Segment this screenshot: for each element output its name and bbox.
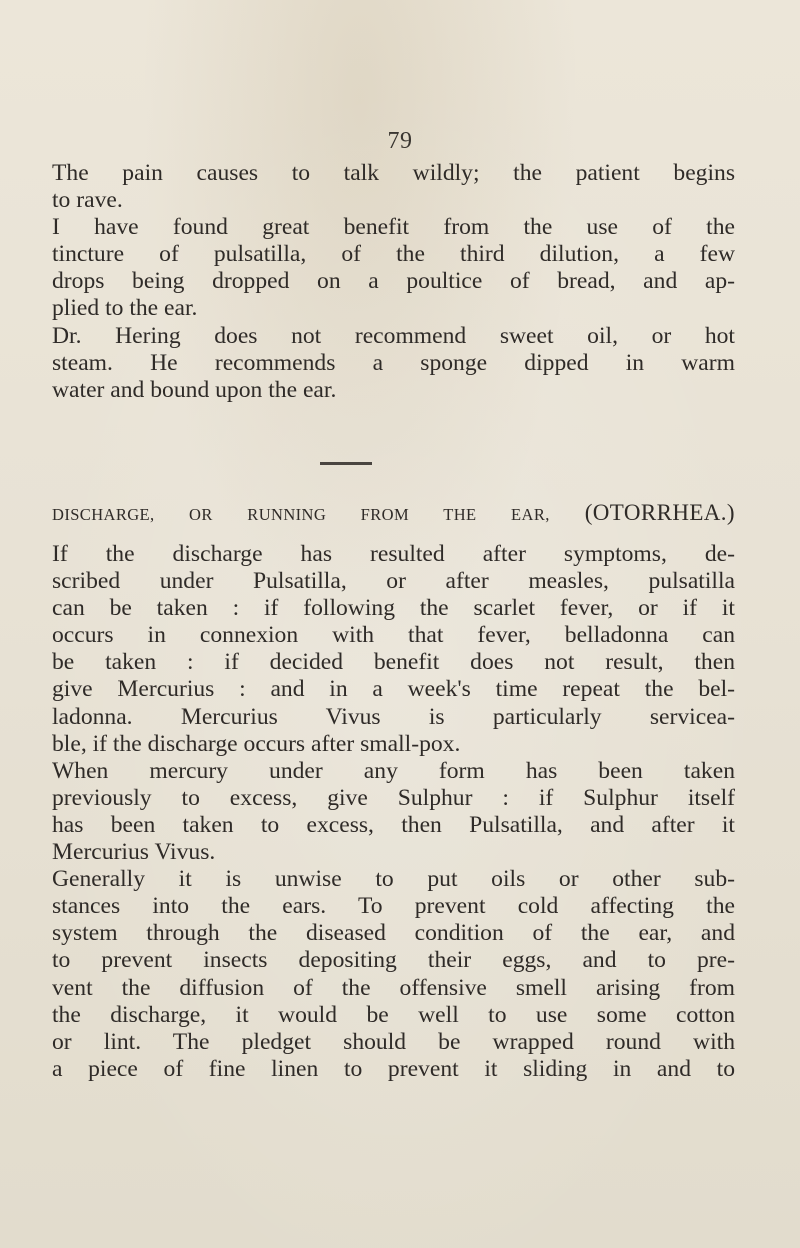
text-line: I have found great benefit from the use of the <box>52 214 735 241</box>
text-line: water and bound upon the ear. <box>52 376 337 403</box>
text-line: Mercurius Vivus. <box>52 839 216 866</box>
section-divider-rule <box>320 462 372 465</box>
text-line: Generally it is unwise to put oils or other sub- <box>52 866 735 893</box>
text-line: When mercury under any form has been taken <box>52 757 735 784</box>
text-line: previously to excess, give Sulphur : if Sulphur itself <box>52 784 735 811</box>
text-line: system through the diseased condition of the ear, and <box>52 920 735 947</box>
text-line: tincture of pulsatilla, of the third dilution, a few <box>52 241 735 268</box>
text-line: to prevent insects depositing their eggs, and to pre- <box>52 947 735 974</box>
text-line: If the discharge has resulted after symptoms, de- <box>52 541 735 567</box>
text-line: The pain causes to talk wildly; the patient begins <box>52 160 735 186</box>
text-line: or lint. The pledget should be wrapped round with <box>52 1028 735 1055</box>
text-line: give Mercurius : and in a week's time repeat the bel- <box>52 676 735 703</box>
text-line: stances into the ears. To prevent cold affecting the <box>52 893 735 920</box>
text-line: ladonna. Mercurius Vivus is particularly servicea- <box>52 703 735 730</box>
bottom-text-block <box>52 541 735 1083</box>
text-line: plied to the ear. <box>52 295 198 322</box>
text-line: to rave. <box>52 187 123 214</box>
text-line: a piece of fine linen to prevent it sliding in and to <box>52 1055 735 1082</box>
section-heading <box>52 501 735 527</box>
text-line: Dr. Hering does not recommend sweet oil, or hot <box>52 322 735 349</box>
text-line: steam. He recommends a sponge dipped in warm <box>52 349 735 376</box>
page-number: 79 <box>387 128 413 154</box>
section-heading-title: DISCHARGE, OR RUNNING FROM THE EAR, <box>52 505 550 524</box>
text-line: has been taken to excess, then Pulsatilla, and after it <box>52 811 735 838</box>
text-line: drops being dropped on a poultice of bread, and ap- <box>52 268 735 295</box>
text-line: ble, if the discharge occurs after small-pox. <box>52 730 461 757</box>
text-line: can be taken : if following the scarlet fever, or if it <box>52 595 735 622</box>
text-line: scribed under Pulsatilla, or after measles, pulsatilla <box>52 568 735 595</box>
text-line: occurs in connexion with that fever, belladonna can <box>52 622 735 649</box>
text-line: vent the diffusion of the offensive smell arising from <box>52 974 735 1001</box>
section-heading-parenthetical: (OTORRHEA.) <box>584 500 735 525</box>
text-line: be taken : if decided benefit does not result, then <box>52 649 735 676</box>
top-text-block <box>52 160 735 404</box>
text-line: the discharge, it would be well to use some cotton <box>52 1001 735 1028</box>
